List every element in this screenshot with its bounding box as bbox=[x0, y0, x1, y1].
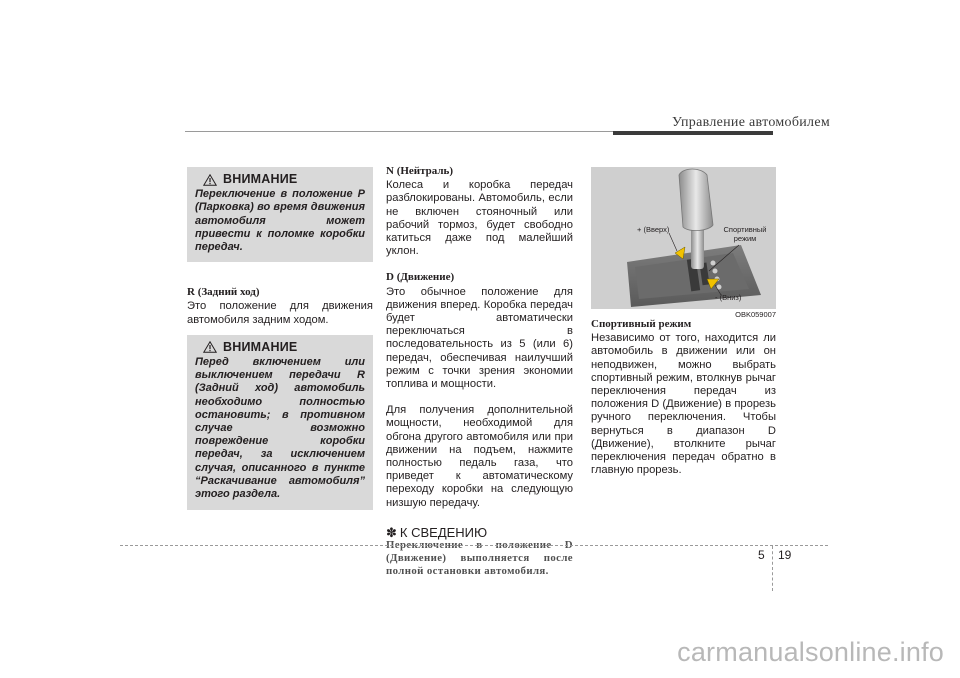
label-up: + (Вверх) bbox=[637, 225, 670, 234]
label-down: - (Вниз) bbox=[715, 293, 742, 302]
column-right bbox=[591, 318, 776, 477]
drive-text-2: Для получения дополнительной мощности, необходимой для обгона другого автомобиля или при движении на подъем, нажмите полностью педаль газа, что приведет к автоматическому переходу коробки на следующую низшую передачу. bbox=[386, 404, 573, 509]
warning-text: Переключение в положение P (Парковка) во время движения автомобиля может привести к поломке коробки передач. bbox=[195, 188, 365, 254]
column-left bbox=[187, 167, 373, 510]
column-middle bbox=[386, 165, 573, 579]
chapter-number: 5 bbox=[758, 548, 765, 562]
neutral-text: Колеса и коробка передач разблокированы. Автомобиль, если не включен стояночный или рабочий тормоз, будет свободно катиться даже под малейший уклон. bbox=[386, 179, 573, 258]
figure-code: OBK059007 bbox=[735, 310, 776, 319]
watermark: carmanualsonline.info bbox=[677, 637, 944, 667]
warning-triangle-icon bbox=[203, 341, 217, 353]
drive-heading: D (Движение) bbox=[386, 271, 455, 284]
drive-text-1: Это обычное положение для движения вперед. Коробка передач будет автоматически переключаться в последовательность из 5 (или 6) передач, обеспечивая наилучший режим с точки зрения экономии топлива и мощности. bbox=[386, 285, 573, 391]
warning-box-park bbox=[187, 167, 373, 262]
footer-rule bbox=[120, 545, 828, 546]
label-sport-mode: Спортивный режим bbox=[723, 225, 767, 243]
note-title-text: К СВЕДЕНИЮ bbox=[399, 524, 488, 540]
warning-triangle-icon bbox=[203, 174, 217, 186]
warning-text: Перед включением или выключением передачи R (Задний ход) автомобиль необходимо полностью остановить; в противном случае возможно повреждение коробки передач, за исключением случая, описанного в пункте “Раскачивание автомобиля” этого раздела. bbox=[195, 356, 365, 501]
reverse-text: Это положение для движения автомобиля задним ходом. bbox=[187, 300, 373, 326]
warning-title: ВНИМАНИЕ bbox=[223, 172, 298, 186]
page-header-title: Управление автомобилем bbox=[672, 115, 830, 130]
reverse-heading: R (Задний ход) bbox=[187, 286, 260, 299]
sport-mode-text: Независимо от того, находится ли автомобиль в движении или он неподвижен, можно выбрать спортивный режим, втолкнув рычаг переключения передач из положения D (Движение) в прорезь ручного переключения. Чтобы вернуться в диапазон D (Движение), втолкните рычаг переключения передач обратно в главную прорезь. bbox=[591, 332, 776, 477]
header-accent-bar bbox=[613, 131, 773, 135]
neutral-heading: N (Нейтраль) bbox=[386, 165, 454, 177]
shift-lever-figure bbox=[591, 167, 776, 319]
note-text: Переключение в положение D (Движение) выполняется после полной остановки автомобиля. bbox=[386, 539, 573, 578]
warning-box-reverse bbox=[187, 335, 373, 510]
sport-mode-heading: Спортивный режим bbox=[591, 318, 692, 330]
note-title bbox=[386, 526, 573, 539]
page-number: 19 bbox=[778, 548, 792, 562]
footer-divider bbox=[772, 546, 773, 591]
warning-title: ВНИМАНИЕ bbox=[223, 339, 298, 354]
note-symbol-icon: ✽ bbox=[386, 524, 397, 540]
